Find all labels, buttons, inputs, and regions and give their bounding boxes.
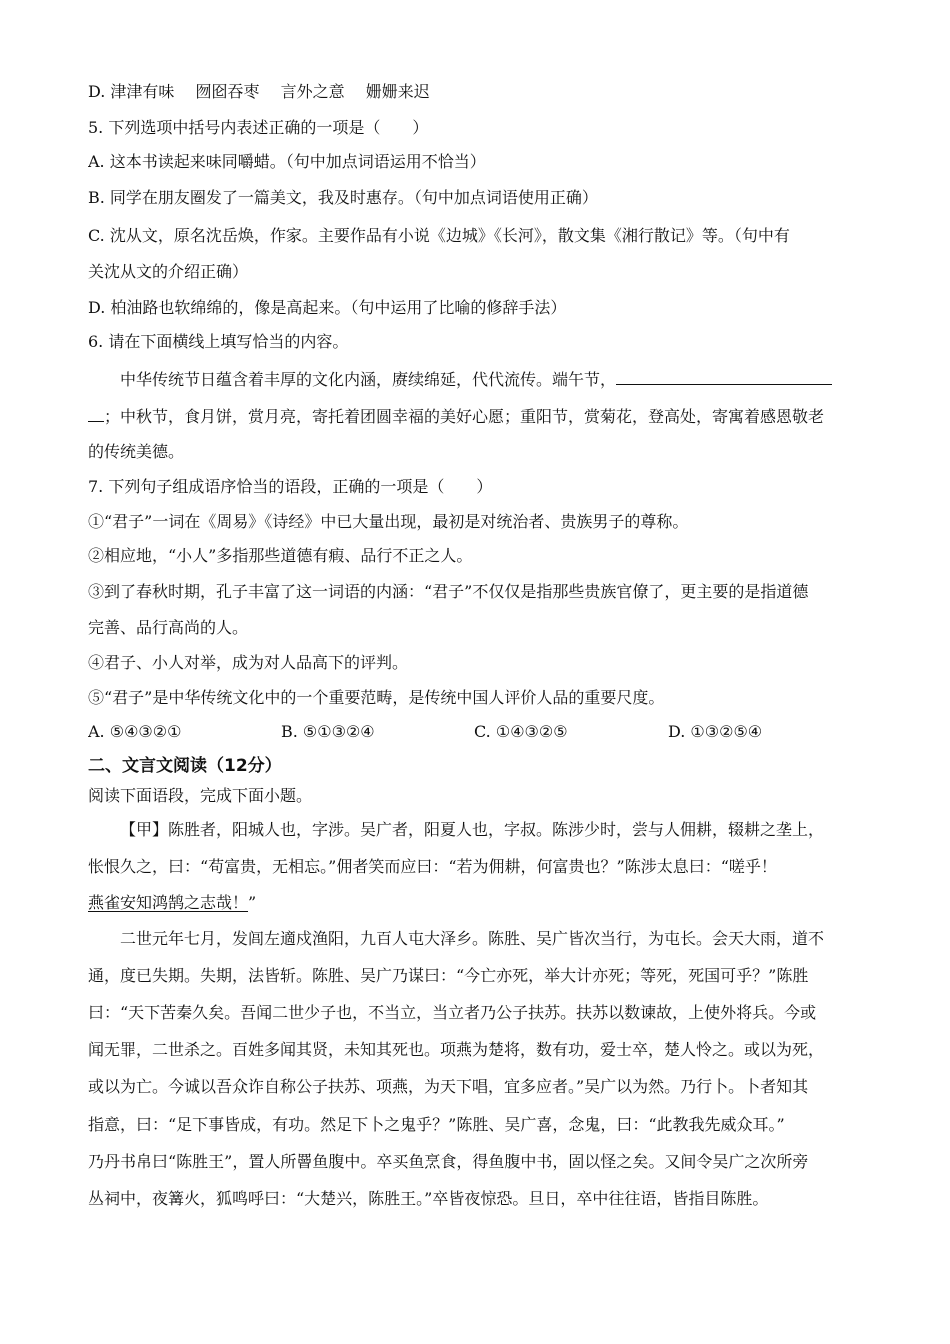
q7-option-c[interactable]: C. ①④③②⑤: [474, 722, 568, 741]
fill-blank-cont[interactable]: [88, 405, 104, 422]
q7-sentence-3-cont: 完善、品行高尚的人。: [88, 618, 249, 637]
q6-passage-text2: ；中秋节，食月饼，赏月亮，寄托着团圆幸福的美好心愿；重阳节，赏菊花，登高处，寄寓着感恩敬老: [104, 407, 825, 426]
fill-blank[interactable]: [616, 368, 832, 385]
q7-sentence-5: ⑤“君子”是中华传统文化中的一个重要范畴，是传统中国人评价人品的重要尺度。: [88, 688, 665, 707]
section-2-title: 二、文言文阅读（12分）: [88, 756, 282, 776]
passage-para2-line7: 乃丹书帛曰“陈胜王”，置人所罾鱼腹中。卒买鱼烹食，得鱼腹中书，固以怪之矣。又间令吴广之次所旁: [88, 1152, 809, 1171]
underlined-sentence: 燕雀安知鸿鹄之志哉！: [88, 893, 249, 912]
passage-para2-line1: 二世元年七月，发闾左適戍渔阳，九百人屯大泽乡。陈胜、吴广皆次当行，为屯长。会天大雨，道不: [120, 929, 825, 948]
passage-para2-line6: 指意，曰：“足下事皆成，有功。然足下卜之鬼乎？”陈胜、吴广喜，念鬼，曰：“此教我先威众耳。”: [88, 1115, 785, 1134]
q5-stem: 5. 下列选项中括号内表述正确的一项是（ ）: [88, 118, 429, 137]
q6-passage-text: 中华传统节日蕴含着丰厚的文化内涵，赓续绵延，代代流传。端午节，: [120, 370, 617, 389]
q7-options: [88, 722, 878, 742]
q7-sentence-4: ④君子、小人对举，成为对人品高下的评判。: [88, 653, 409, 672]
q7-stem: 7. 下列句子组成语序恰当的语段，正确的一项是（ ）: [88, 477, 493, 496]
q7-sentence-3: ③到了春秋时期，孔子丰富了这一词语的内涵：“君子”不仅仅是指那些贵族官僚了，更主要的是指道德: [88, 582, 809, 601]
passage-para2-line5: 或以为亡。今诚以吾众诈自称公子扶苏、项燕，为天下唱，宜多应者。”吴广以为然。乃行卜。卜者知其: [88, 1077, 809, 1096]
q4-option-d: D. 津津有味 囫囵吞枣 言外之意 姗姗来迟: [88, 82, 430, 101]
q7-option-d[interactable]: D. ①③②⑤④: [668, 722, 763, 741]
q7-option-a[interactable]: A. ⑤④③②①: [88, 722, 182, 741]
q6-passage-line2: [88, 405, 878, 427]
passage-para2-line8: 丛祠中，夜篝火，狐鸣呼曰：“大楚兴，陈胜王。”卒皆夜惊恐。旦日，卒中往往语，皆指目陈胜。: [88, 1189, 769, 1208]
q5-option-c: C. 沈从文，原名沈岳焕，作家。主要作品有小说《边城》《长河》，散文集《湘行散记》等。（句中有: [88, 226, 790, 245]
q5-option-c-cont: 关沈从文的介绍正确）: [88, 262, 249, 281]
q6-passage-line3: 的传统美德。: [88, 442, 185, 461]
passage-jia-line1: 【甲】陈胜者，阳城人也，字涉。吴广者，阳夏人也，字叔。陈涉少时，尝与人佣耕，辍耕之垄上，: [120, 820, 825, 839]
q6-passage-line1: [88, 368, 910, 390]
q7-sentence-1: ①“君子”一词在《周易》《诗经》中已大量出现，最初是对统治者、贵族男子的尊称。: [88, 512, 689, 531]
passage-jia-line3: [88, 893, 878, 913]
section-2-instruction: 阅读下面语段，完成下面小题。: [88, 786, 313, 805]
q5-option-b: B. 同学在朋友圈发了一篇美文，我及时惠存。（句中加点词语使用正确）: [88, 188, 598, 207]
q6-stem: 6. 请在下面横线上填写恰当的内容。: [88, 332, 349, 351]
passage-para2-line3: 曰：“天下苦秦久矣。吾闻二世少子也，不当立，当立者乃公子扶苏。扶苏以数谏故，上使外将兵。今或: [88, 1003, 817, 1022]
passage-para2-line4: 闻无罪，二世杀之。百姓多闻其贤，未知其死也。项燕为楚将，数有功，爱士卒，楚人怜之。或以为死，: [88, 1040, 825, 1059]
q7-sentence-2: ②相应地，“小人”多指那些道德有瘕、品行不正之人。: [88, 546, 473, 565]
closing-quote: ”: [248, 893, 257, 912]
passage-jia-line2: 怅恨久之，曰：“苟富贵，无相忘。”佣者笑而应曰：“若为佣耕，何富贵也？”陈涉太息曰：“嗟乎！: [88, 857, 777, 876]
passage-para2-line2: 通，度已失期。失期，法皆斩。陈胜、吴广乃谋曰：“今亡亦死，举大计亦死；等死，死国可乎？”陈胜: [88, 966, 809, 985]
q7-option-b[interactable]: B. ⑤①③②④: [281, 722, 375, 741]
q5-option-d: D. 柏油路也软绵绵的，像是高起来。（句中运用了比喻的修辞手法）: [88, 298, 567, 317]
q5-option-a: A. 这本书读起来味同嚼蜡。（句中加点词语运用不恰当）: [88, 152, 486, 171]
